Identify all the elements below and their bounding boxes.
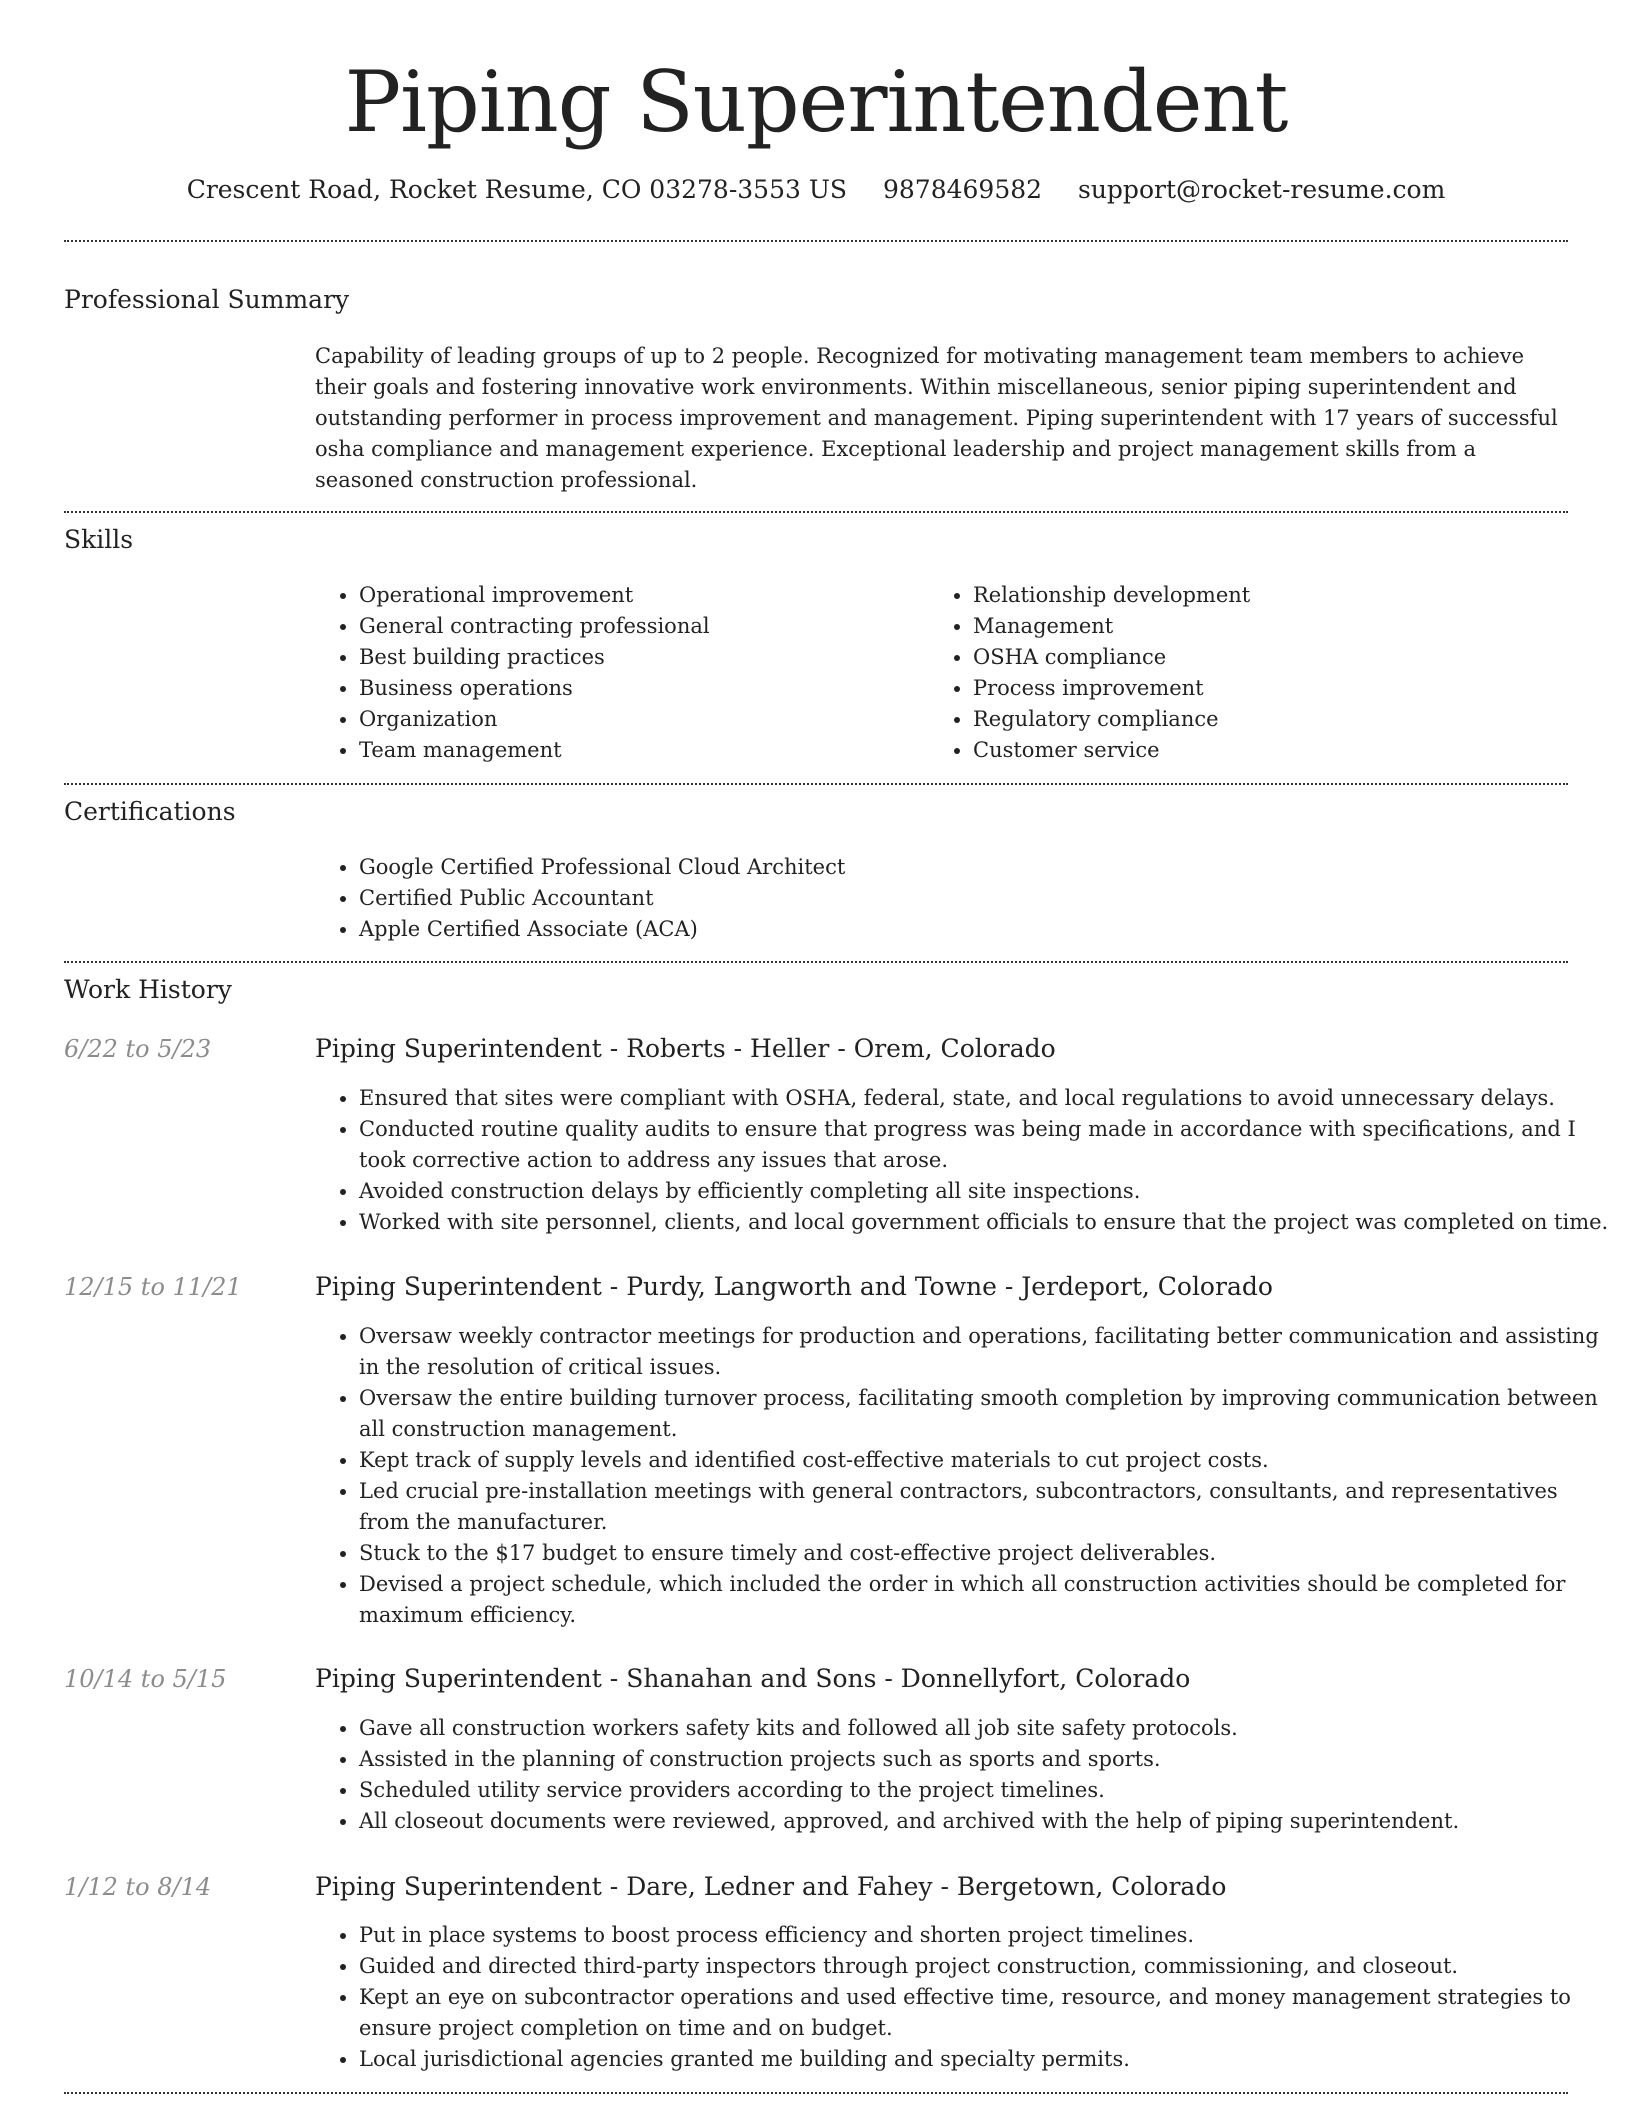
job-company: Roberts - Heller (626, 1034, 830, 1063)
job-bullet: • Devised a project schedule, which included the order in which all construction activities should be completed for maximum efficiency. (359, 1569, 1609, 1631)
section-title-skills: Skills (64, 525, 134, 554)
skill-item: • Operational improvement (359, 580, 919, 611)
job-role: Piping Superintendent (315, 1272, 602, 1301)
job-bullets (315, 1321, 1609, 1631)
contact-address: Crescent Road, Rocket Resume, CO 03278-3553 US (186, 175, 848, 204)
job-bullets (315, 1083, 1609, 1238)
job-bullet: • Gave all construction workers safety kits and followed all job site safety protocols. (359, 1713, 1609, 1744)
job-company: Purdy, Langworth and Towne (626, 1272, 997, 1301)
resume-name: Piping Superintendent (344, 53, 1288, 151)
job-bullets (315, 1713, 1609, 1837)
job-role: Piping Superintendent (315, 1872, 602, 1901)
job-location: Donnellyfort, Colorado (900, 1664, 1191, 1693)
job-role: Piping Superintendent (315, 1034, 602, 1063)
contact-line (0, 172, 1632, 208)
skill-item: • Organization (359, 704, 919, 735)
summary-text: Capability of leading groups of up to 2 people. Recognized for motivating management team members to achieve their goals and fostering innovative work environments. Within miscellaneous, senior piping superintendent and outstanding performer in process improvement and management. Piping superintendent with 17 years of successful osha compliance and management experience. Exceptional leadership and project management skills from a seasoned construction professional. (315, 344, 1558, 492)
job-bullet: • Ensured that sites were compliant with OSHA, federal, state, and local regulations to avoid unnecessary delays. (359, 1083, 1609, 1114)
job-bullet: • Local jurisdictional agencies granted me building and specialty permits. (359, 2044, 1609, 2075)
skill-item: • Business operations (359, 673, 919, 704)
skills-list-right (929, 580, 1593, 766)
job-company: Shanahan and Sons (626, 1664, 877, 1693)
job-location: Orem, Colorado (853, 1034, 1056, 1063)
skill-item: • Relationship development (973, 580, 1593, 611)
skill-item: • Team management (359, 735, 919, 766)
section-title-certifications: Certifications (64, 797, 236, 826)
job-dates: 12/15 to 11/21 (64, 1273, 242, 1301)
job-role: Piping Superintendent (315, 1664, 602, 1693)
section-title-work-history: Work History (64, 975, 232, 1004)
job-bullet: • All closeout documents were reviewed, approved, and archived with the help of piping superintendent. (359, 1806, 1609, 1837)
job-heading: Piping Superintendent - Roberts - Heller - Orem, Colorado (315, 1034, 1056, 1063)
skill-item: • OSHA compliance (973, 642, 1593, 673)
contact-email: support@rocket-resume.com (1078, 175, 1446, 204)
job-bullet: • Conducted routine quality audits to ensure that progress was being made in accordance with specifications, and I took corrective action to address any issues that arose. (359, 1114, 1609, 1176)
section-title-summary: Professional Summary (64, 285, 350, 314)
job-bullet: • Avoided construction delays by efficiently completing all site inspections. (359, 1176, 1609, 1207)
job-heading: Piping Superintendent - Purdy, Langworth and Towne - Jerdeport, Colorado (315, 1272, 1273, 1301)
skill-item: • Best building practices (359, 642, 919, 673)
divider (64, 511, 1568, 513)
job-bullet: • Kept an eye on subcontractor operations and used effective time, resource, and money management strategies to ensure project completion on time and on budget. (359, 1982, 1609, 2044)
job-dates: 6/22 to 5/23 (64, 1035, 212, 1063)
divider (64, 961, 1568, 963)
job-bullet: • Assisted in the planning of construction projects such as sports and sports. (359, 1744, 1609, 1775)
job-bullet: • Led crucial pre-installation meetings with general contractors, subcontractors, consultants, and representatives from the manufacturer. (359, 1476, 1609, 1538)
skill-item: • Customer service (973, 735, 1593, 766)
job-bullet: • Guided and directed third-party inspectors through project construction, commissioning, and closeout. (359, 1951, 1609, 1982)
job-location: Bergetown, Colorado (956, 1872, 1227, 1901)
divider (64, 2092, 1568, 2094)
job-bullet: • Scheduled utility service providers according to the project timelines. (359, 1775, 1609, 1806)
contact-phone: 9878469582 (882, 175, 1043, 204)
skill-item: • Management (973, 611, 1593, 642)
certification-item: • Certified Public Accountant (359, 883, 1559, 914)
job-heading: Piping Superintendent - Dare, Ledner and Fahey - Bergetown, Colorado (315, 1872, 1227, 1901)
certification-item: • Google Certified Professional Cloud Architect (359, 852, 1559, 883)
job-bullets (315, 1920, 1609, 2075)
job-bullet: • Oversaw weekly contractor meetings for production and operations, facilitating better communication and assisting in the resolution of critical issues. (359, 1321, 1609, 1383)
divider (64, 783, 1568, 785)
job-bullet: • Stuck to the $17 budget to ensure timely and cost-effective project deliverables. (359, 1538, 1609, 1569)
job-heading: Piping Superintendent - Shanahan and Sons - Donnellyfort, Colorado (315, 1664, 1191, 1693)
job-bullet: • Oversaw the entire building turnover process, facilitating smooth completion by improving communication between all construction management. (359, 1383, 1609, 1445)
job-bullet: • Worked with site personnel, clients, and local government officials to ensure that the project was completed on time. (359, 1207, 1609, 1238)
certifications-list (315, 852, 1559, 945)
job-location: Jerdeport, Colorado (1021, 1272, 1273, 1301)
divider (64, 240, 1568, 242)
job-company: Dare, Ledner and Fahey (626, 1872, 933, 1901)
job-bullet: • Put in place systems to boost process efficiency and shorten project timelines. (359, 1920, 1609, 1951)
skill-item: • Process improvement (973, 673, 1593, 704)
skill-item: • Regulatory compliance (973, 704, 1593, 735)
skills-list-left (315, 580, 919, 766)
job-dates: 10/14 to 5/15 (64, 1665, 227, 1693)
job-bullet: • Kept track of supply levels and identified cost-effective materials to cut project costs. (359, 1445, 1609, 1476)
skill-item: • General contracting professional (359, 611, 919, 642)
job-dates: 1/12 to 8/14 (64, 1873, 212, 1901)
certification-item: • Apple Certified Associate (ACA) (359, 914, 1559, 945)
